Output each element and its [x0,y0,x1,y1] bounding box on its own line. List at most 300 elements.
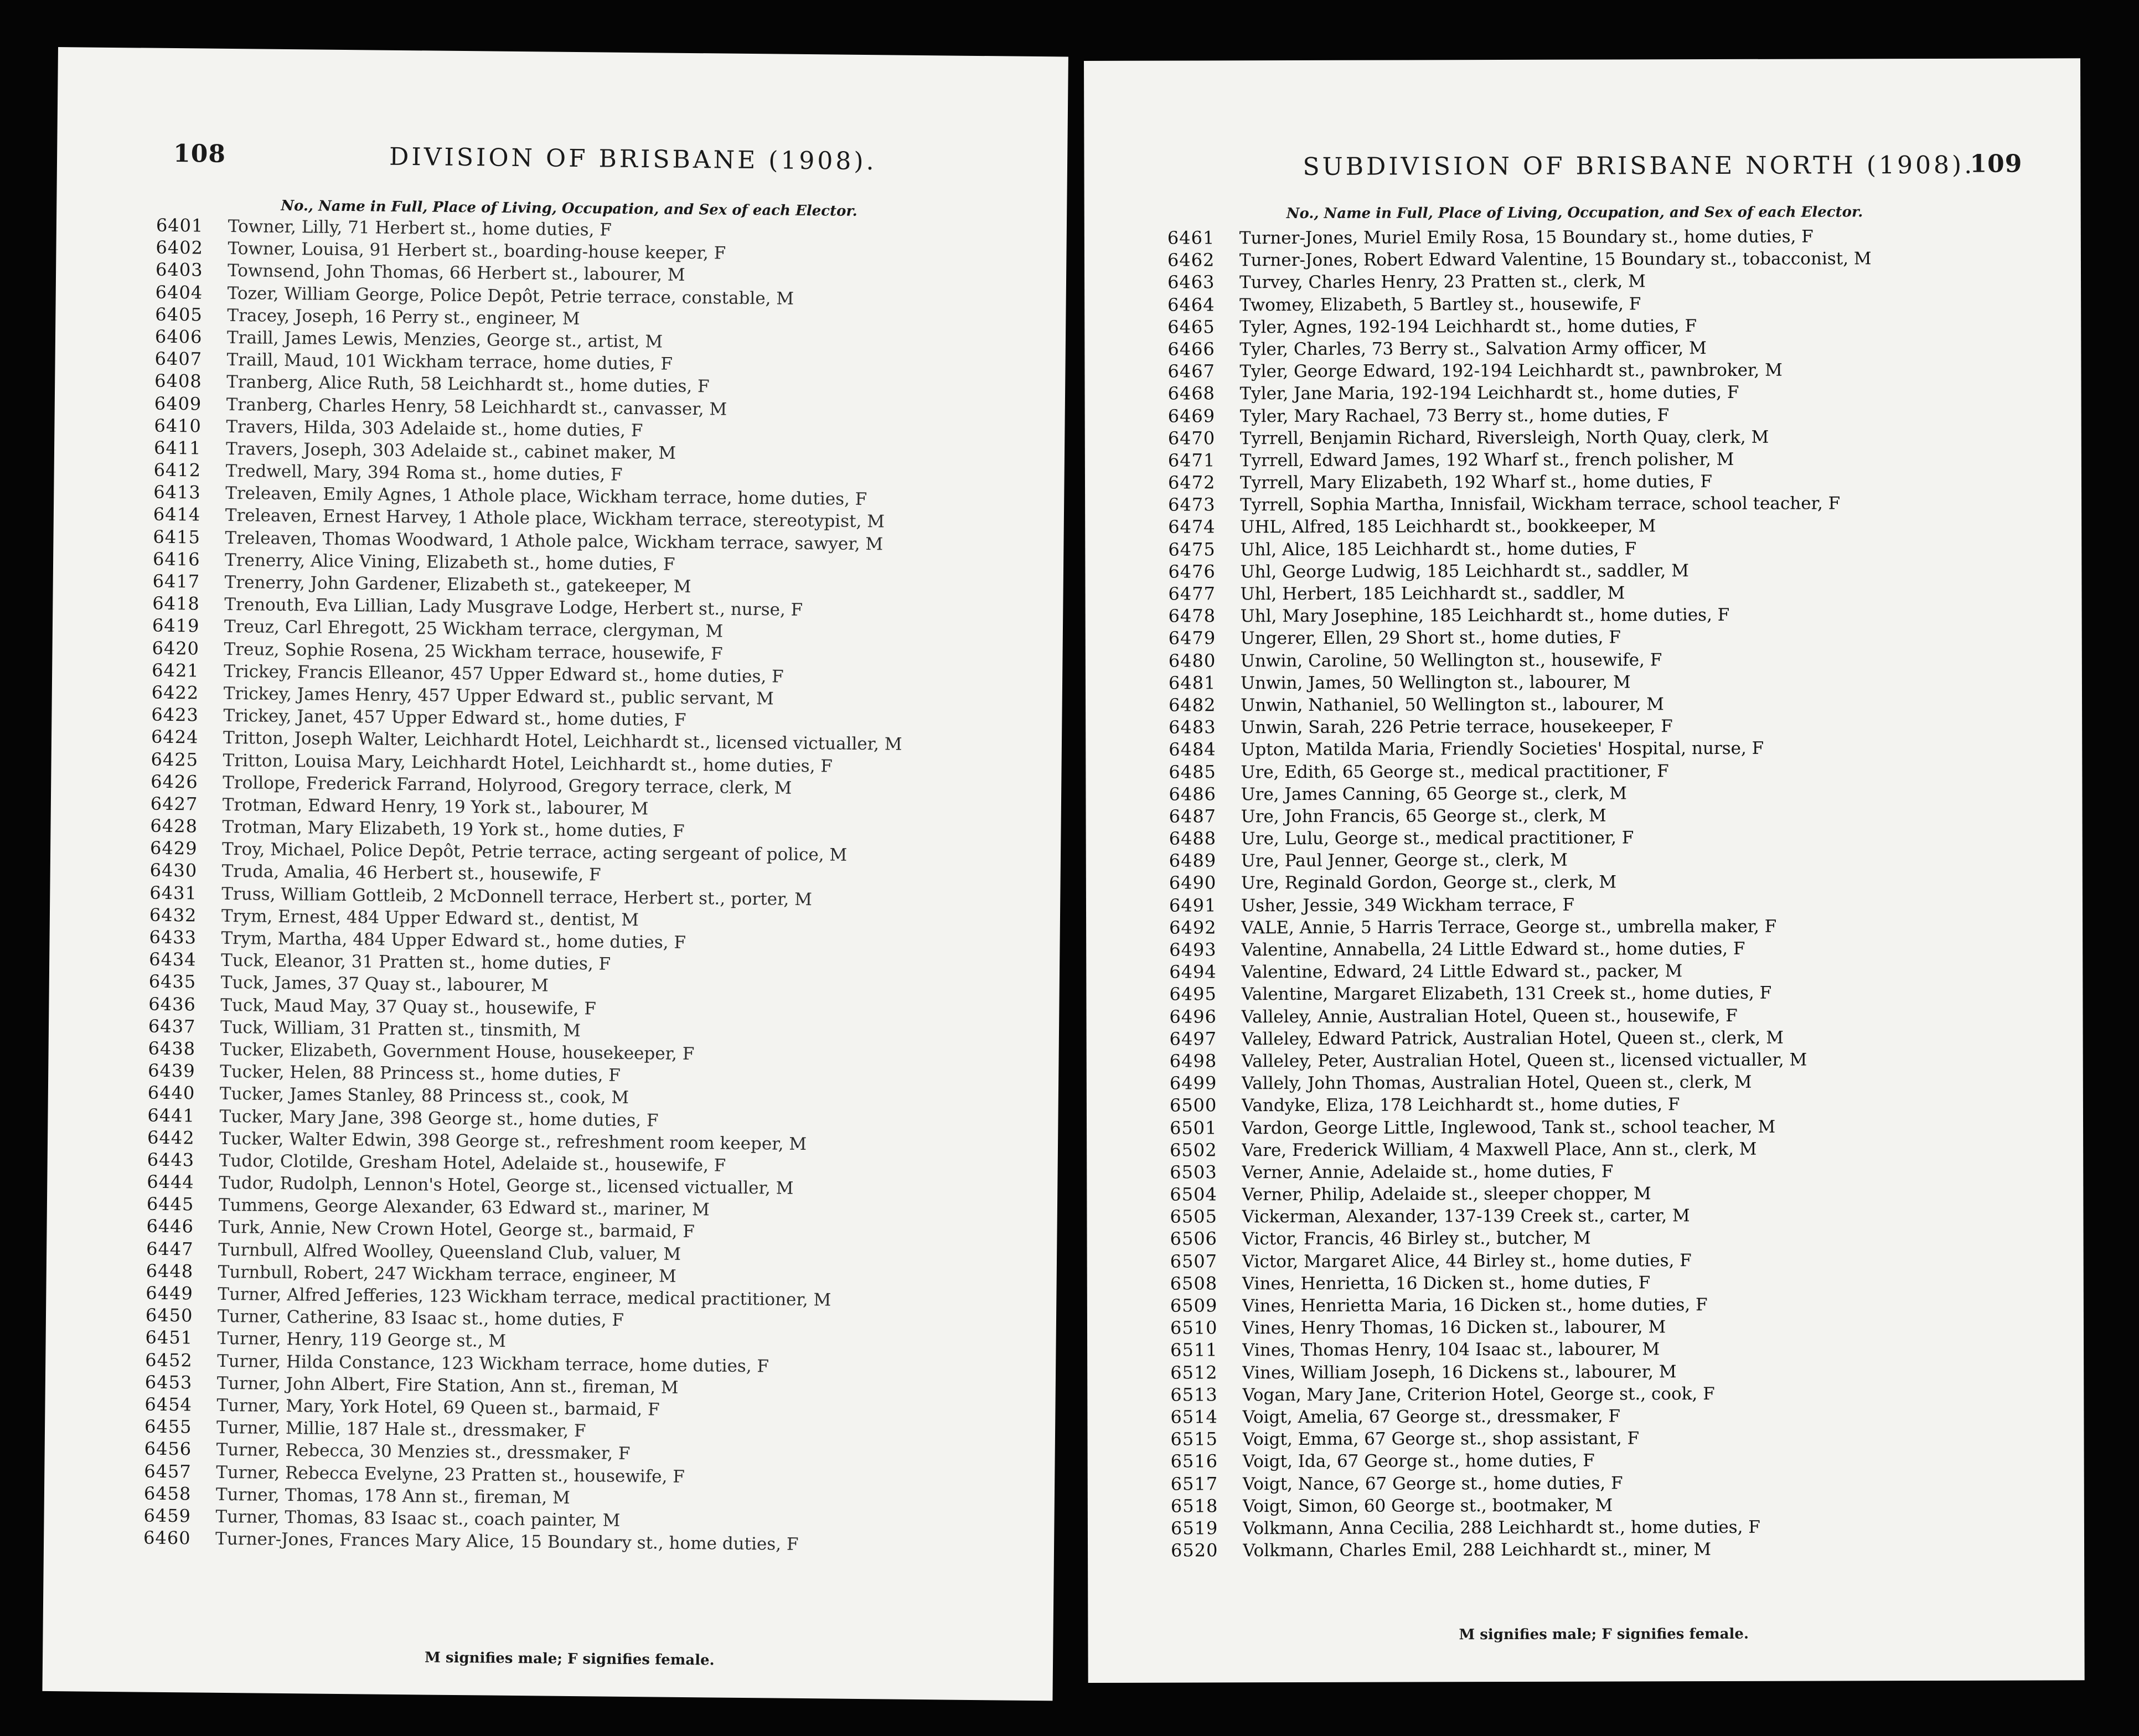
elector-details: Trenerry, Alice Vining, Elizabeth st., home duties, F [224,550,675,575]
elector-number: 6511 [1170,1339,1218,1361]
elector-details: Ure, John Francis, 65 George st., clerk, M [1241,805,1606,827]
elector-entry [1167,247,2070,271]
elector-number: 6426 [151,771,198,793]
elector-entry [1168,380,2070,405]
elector-details: Valleley, Edward Patrick, Australian Hotel, Queen st., clerk, M [1241,1027,1784,1050]
elector-number: 6425 [151,748,199,770]
elector-entry [1170,1292,2073,1316]
elector-number: 6470 [1167,427,1216,449]
elector-number: 6490 [1169,872,1217,894]
page-footer: M signifies male; F signifies female. [1459,1625,1749,1644]
elector-number: 6417 [152,570,200,592]
elector-details: Tummens, George Alexander, 63 Edward st., mariner, M [218,1195,710,1220]
elector-entry [1169,736,2071,761]
elector-number: 6494 [1169,961,1217,983]
elector-number: 6508 [1170,1273,1218,1294]
elector-number: 6469 [1167,405,1216,427]
elector-details: Turner, Rebecca, 30 Menzies st., dressmaker, F [216,1440,631,1464]
elector-entry [1169,647,2071,671]
elector-number: 6495 [1169,983,1217,1005]
elector-entry [1169,691,2071,716]
elector-entry [1170,1025,2072,1050]
elector-details: Twomey, Elizabeth, 5 Bartley st., housewife, F [1239,293,1641,315]
elector-details: Tuck, Eleanor, 31 Pratten st., home duties, F [221,950,611,974]
elector-details: Verner, Annie, Adelaide st., home duties, F [1242,1161,1614,1183]
elector-details: Treuz, Sophie Rosena, 25 Wickham terrace, housewife, F [224,639,723,664]
elector-details: Voigt, Emma, 67 George st., shop assistant, F [1242,1428,1640,1450]
elector-details: Traill, James Lewis, Menzies, George st., artist, M [226,327,663,352]
elector-number: 6520 [1170,1539,1218,1561]
elector-details: Treleaven, Emily Agnes, 1 Athole place, Wickham terrace, home duties, F [225,483,867,510]
elector-details: Unwin, James, 50 Wellington st., labourer, M [1240,672,1631,694]
elector-number: 6442 [147,1127,195,1149]
elector-details: Travers, Joseph, 303 Adelaide st., cabinet maker, M [225,438,676,463]
elector-number: 6501 [1169,1117,1217,1139]
elector-details: Tritton, Louisa Mary, Leichhardt Hotel, Leichhardt st., home duties, F [223,750,833,776]
elector-details: Unwin, Caroline, 50 Wellington st., housewife, F [1240,649,1662,671]
elector-details: Unwin, Sarah, 226 Petrie terrace, housekeeper, F [1241,716,1673,738]
elector-details: Turk, Annie, New Crown Hotel, George st., barmaid, F [218,1217,695,1242]
elector-entry [1170,1114,2072,1139]
column-header: No., Name in Full, Place of Living, Occupation, and Sex of each Elector. [1286,204,1863,223]
elector-entry [1171,1492,2073,1517]
elector-entry [1170,1181,2072,1205]
elector-number: 6401 [156,214,204,236]
elector-entry [1170,1136,2072,1161]
elector-number: 6506 [1170,1228,1218,1250]
elector-number: 6513 [1170,1384,1218,1406]
elector-number: 6405 [155,303,203,326]
elector-number: 6510 [1170,1317,1218,1339]
elector-details: UHL, Alfred, 185 Leichhardt st., bookkeeper, M [1240,516,1656,538]
column-header: No., Name in Full, Place of Living, Occupation, and Sex of each Elector. [281,197,857,220]
elector-details: Vardon, George Little, Inglewood, Tank st., school teacher, M [1242,1117,1776,1138]
elector-number: 6480 [1168,649,1216,671]
elector-number: 6455 [144,1415,192,1438]
elector-details: VALE, Annie, 5 Harris Terrace, George st., umbrella maker, F [1241,916,1777,938]
elector-number: 6419 [152,615,200,637]
elector-details: Tyrrell, Mary Elizabeth, 192 Wharf st., home duties, F [1239,472,1713,493]
elector-number: 6518 [1170,1495,1218,1517]
elector-details: Voigt, Nance, 67 George st., home duties, F [1242,1472,1623,1494]
elector-number: 6467 [1167,360,1215,382]
elector-details: Turner-Jones, Robert Edward Valentine, 15 Boundary st., tobacconist, M [1239,249,1872,271]
elector-number: 6448 [146,1260,194,1282]
elector-details: Traill, Maud, 101 Wickham terrace, home duties, F [226,350,673,374]
elector-details: Uhl, Mary Josephine, 185 Leichhardt st., home duties, F [1240,605,1730,627]
elector-details: Turner, Henry, 119 George st., M [217,1329,507,1352]
elector-entry [1168,447,2070,471]
left-page-header [57,138,1068,187]
elector-entry [1171,1470,2073,1495]
elector-details: Tracey, Joseph, 16 Perry st., engineer, M [227,305,580,329]
elector-details: Treuz, Carl Ehregott, 25 Wickham terrace, clergyman, M [224,617,724,642]
elector-number: 6423 [151,704,199,726]
elector-details: Vandyke, Eliza, 178 Leichhardt st., home duties, F [1241,1094,1680,1116]
elector-number: 6481 [1168,672,1216,694]
elector-details: Turner, Thomas, 83 Isaac st., coach painter, M [215,1506,621,1531]
elector-number: 6463 [1167,271,1215,293]
elector-details: Tuck, James, 37 Quay st., labourer, M [220,973,549,996]
elector-number: 6403 [155,259,203,281]
elector-details: Tyler, Agnes, 192-194 Leichhardt st., home duties, F [1239,316,1697,338]
elector-number: 6434 [149,948,197,970]
elector-entry [1170,1425,2073,1450]
elector-details: Vines, William Joseph, 16 Dickens st., labourer, M [1242,1361,1677,1383]
elector-details: Trickey, Francis Elleanor, 457 Upper Edward st., home duties, F [224,661,784,687]
elector-number: 6493 [1169,939,1217,960]
elector-number: 6479 [1168,627,1216,649]
elector-details: Tudor, Rudolph, Lennon's Hotel, George st., licensed victualler, M [219,1172,794,1198]
elector-number: 6499 [1169,1072,1217,1094]
elector-details: Ure, Reginald Gordon, George st., clerk, M [1241,872,1617,893]
elector-details: Tritton, Joseph Walter, Leichhardt Hotel, Leichhardt st., licensed victualler, M [223,728,902,755]
elector-number: 6404 [155,281,203,303]
elector-number: 6515 [1170,1428,1218,1450]
elector-number: 6429 [149,837,198,859]
elector-details: Tucker, James Stanley, 88 Princess st., cook, M [219,1084,629,1108]
elector-details: Upton, Matilda Maria, Friendly Societies' Hospital, nurse, F [1241,738,1764,760]
page-number: 109 [1970,149,2023,178]
elector-details: Verner, Philip, Adelaide st., sleeper chopper, M [1242,1184,1651,1205]
elector-details: Vines, Thomas Henry, 104 Isaac st., labourer, M [1242,1339,1660,1361]
elector-details: Valentine, Margaret Elizabeth, 131 Creek st., home duties, F [1241,983,1772,1005]
elector-number: 6427 [150,793,198,815]
elector-details: Tucker, Walter Edwin, 398 George st., refreshment room keeper, M [219,1128,807,1154]
elector-entry [1169,848,2071,872]
elector-number: 6412 [153,459,202,481]
elector-details: Towner, Lilly, 71 Herbert st., home duties, F [228,216,612,240]
elector-number: 6449 [146,1282,194,1304]
elector-entry [1169,892,2071,916]
elector-number: 6462 [1167,249,1215,271]
elector-details: Vickerman, Alexander, 137-139 Creek st., carter, M [1242,1206,1690,1227]
elector-details: Volkmann, Anna Cecilia, 288 Leichhardt st., home duties, F [1242,1517,1760,1539]
elector-entry [1169,758,2071,783]
elector-entry [1169,603,2071,627]
elector-number: 6491 [1169,895,1217,916]
elector-entry [1167,224,2070,249]
elector-entry [1170,1403,2073,1428]
elector-number: 6414 [153,504,201,525]
elector-number: 6478 [1168,605,1216,627]
elector-details: Uhl, Alice, 185 Leichhardt st., home duties, F [1240,539,1637,560]
elector-number: 6507 [1170,1251,1218,1272]
elector-details: Tucker, Mary Jane, 398 George st., home duties, F [219,1106,659,1130]
elector-number: 6461 [1167,227,1215,249]
elector-entry [1170,1159,2072,1183]
elector-number: 6475 [1168,539,1216,560]
elector-number: 6471 [1167,450,1216,471]
elector-entry [1171,1448,2073,1472]
elector-details: Ure, Edith, 65 George st., medical practitioner, F [1241,761,1669,782]
elector-entry [1170,1381,2073,1406]
elector-entry [1167,358,2070,382]
elector-number: 6441 [147,1104,195,1126]
elector-number: 6428 [150,815,198,837]
elector-number: 6435 [148,971,197,993]
elector-number: 6483 [1169,716,1216,738]
elector-number: 6453 [144,1371,193,1393]
elector-entry [1169,803,2071,827]
elector-details: Tucker, Helen, 88 Princess st., home duties, F [220,1062,621,1086]
elector-details: Turner, Catherine, 83 Isaac st., home duties, F [217,1306,624,1331]
elector-number: 6406 [154,326,203,348]
elector-entry [1170,1270,2073,1294]
elector-number: 6502 [1170,1139,1217,1161]
elector-details: Valleley, Annie, Australian Hotel, Queen st., housewife, F [1241,1005,1738,1027]
elector-details: Turner, Thomas, 178 Ann st., fireman, M [215,1484,571,1508]
elector-entry [1169,936,2071,960]
elector-number: 6432 [149,904,197,926]
elector-number: 6450 [145,1304,193,1326]
elector-number: 6496 [1169,1005,1217,1027]
elector-entry [1169,825,2071,849]
elector-details: Tuck, William, 31 Pratten st., tinsmith, M [220,1017,581,1041]
elector-details: Turvey, Charles Henry, 23 Pratten st., clerk, M [1239,271,1646,293]
elector-entry [1167,335,2070,360]
elector-details: Turner, John Albert, Fire Station, Ann st., fireman, M [216,1373,679,1398]
elector-number: 6468 [1167,383,1216,404]
elector-details: Ure, Lulu, George st., medical practitioner, F [1241,828,1634,849]
elector-details: Voigt, Ida, 67 George st., home duties, F [1242,1450,1595,1472]
elector-entry [1170,1047,2072,1072]
elector-list [1167,224,2073,1562]
elector-entry [1168,558,2070,582]
elector-details: Voigt, Amelia, 67 George st., dressmaker, F [1242,1406,1621,1428]
left-page [42,47,1068,1701]
elector-number: 6420 [152,637,200,659]
page-footer: M signifies male; F signifies female. [424,1649,715,1669]
elector-details: Voigt, Simon, 60 George st., bootmaker, M [1242,1495,1613,1516]
elector-details: Tranberg, Charles Henry, 58 Leichhardt st., canvasser, M [226,394,727,420]
elector-details: Troy, Michael, Police Depôt, Petrie terrace, acting sergeant of police, M [221,839,848,865]
elector-number: 6517 [1170,1472,1218,1495]
elector-number: 6408 [154,370,202,392]
elector-details: Turner, Millie, 187 Hale st., dressmaker, F [216,1417,586,1442]
elector-number: 6505 [1170,1206,1217,1227]
elector-entry [1170,1337,2073,1361]
elector-number: 6486 [1169,783,1216,805]
elector-details: Turner, Hilda Constance, 123 Wickham terrace, home duties, F [217,1351,769,1376]
elector-details: Ure, James Canning, 65 George st., clerk, M [1241,783,1628,804]
elector-number: 6430 [149,860,198,881]
elector-number: 6487 [1169,805,1217,827]
elector-entry [1167,313,2070,338]
elector-details: Trotman, Mary Elizabeth, 19 York st., home duties, F [222,817,685,841]
elector-details: Treleaven, Ernest Harvey, 1 Athole place, Wickham terrace, stereotypist, M [225,505,885,532]
elector-details: Tyler, George Edward, 192-194 Leichhardt st., pawnbroker, M [1239,360,1782,382]
elector-details: Tyler, Jane Maria, 192-194 Leichhardt st., home duties, F [1239,383,1739,404]
elector-entry [1169,959,2071,983]
elector-number: 6472 [1167,472,1216,493]
elector-entry [1169,669,2071,694]
elector-details: Truss, William Gottleib, 2 McDonnell terrace, Herbert st., porter, M [221,884,813,910]
page-title: DIVISION OF BRISBANE (1908). [389,142,877,176]
elector-number: 6439 [148,1060,195,1082]
elector-entry [1170,1203,2072,1228]
elector-number: 6458 [143,1482,192,1505]
elector-number: 6489 [1169,850,1217,871]
elector-details: Turnbull, Robert, 247 Wickham terrace, engineer, M [218,1262,676,1286]
elector-entry [1169,870,2071,894]
elector-details: Valleley, Peter, Australian Hotel, Queen st., licensed victualler, M [1241,1050,1807,1072]
elector-number: 6459 [143,1505,192,1527]
elector-details: Towner, Louisa, 91 Herbert st., boarding-house keeper, F [228,239,726,264]
elector-number: 6415 [153,526,201,548]
elector-number: 6464 [1167,293,1215,316]
elector-number: 6474 [1168,516,1216,538]
elector-number: 6465 [1167,316,1215,338]
elector-number: 6488 [1169,828,1217,849]
elector-number: 6433 [149,926,197,948]
elector-entry [1170,1070,2072,1094]
elector-number: 6444 [147,1171,194,1193]
elector-number: 6451 [145,1326,193,1348]
page-title: SUBDIVISION OF BRISBANE NORTH (1908). [1303,151,1975,181]
elector-number: 6440 [147,1082,195,1104]
elector-entry [1168,425,2070,449]
elector-number: 6445 [146,1193,194,1215]
elector-details: Victor, Francis, 46 Birley st., butcher, M [1242,1228,1591,1249]
elector-details: Townsend, John Thomas, 66 Herbert st., labourer, M [227,261,685,286]
elector-number: 6443 [147,1149,195,1171]
elector-number: 6484 [1169,738,1216,760]
elector-details: Turner-Jones, Frances Mary Alice, 15 Boundary st., home duties, F [215,1528,799,1555]
elector-entry [1168,492,2070,516]
elector-entry [1170,1315,2073,1339]
elector-number: 6411 [153,437,202,459]
elector-details: Tyler, Charles, 73 Berry st., Salvation Army officer, M [1239,338,1707,360]
elector-number: 6438 [148,1037,196,1060]
elector-number: 6431 [149,882,197,904]
elector-details: Trotman, Edward Henry, 19 York st., labourer, M [222,794,649,819]
right-page [1084,58,2085,1683]
elector-number: 6421 [152,659,199,681]
elector-details: Vines, Henrietta, 16 Dicken st., home duties, F [1242,1273,1651,1294]
elector-number: 6516 [1170,1450,1218,1472]
elector-number: 6436 [148,993,197,1015]
elector-number: 6418 [152,592,200,614]
elector-details: Trenouth, Eva Lillian, Lady Musgrave Lodge, Herbert st., nurse, F [224,595,803,621]
elector-details: Trenerry, John Gardener, Elizabeth st., gatekeeper, M [224,572,691,597]
elector-number: 6402 [156,236,204,259]
elector-number: 6466 [1167,338,1215,360]
elector-entry [1168,514,2070,538]
elector-number: 6437 [148,1015,196,1037]
elector-details: Vines, Henrietta Maria, 16 Dicken st., home duties, F [1242,1295,1708,1316]
elector-entry [1171,1537,2073,1561]
elector-details: Tudor, Clotilde, Gresham Hotel, Adelaide st., housewife, F [219,1150,726,1176]
elector-details: Turner, Mary, York Hotel, 69 Queen st., barmaid, F [216,1395,660,1420]
elector-entry [1167,269,2070,293]
elector-details: Valentine, Edward, 24 Little Edward st., packer, M [1241,961,1683,983]
elector-details: Treleaven, Thomas Woodward, 1 Athole palce, Wickham terrace, sawyer, M [225,528,884,554]
elector-number: 6500 [1169,1094,1217,1116]
elector-details: Tyrrell, Edward James, 192 Wharf st., french polisher, M [1239,449,1734,471]
elector-details: Vallely, John Thomas, Australian Hotel, Queen st., clerk, M [1241,1072,1752,1094]
elector-details: Truda, Amalia, 46 Herbert st., housewife, F [221,861,601,885]
elector-number: 6460 [143,1527,191,1549]
elector-details: Trym, Ernest, 484 Upper Edward st., dentist, M [221,906,639,930]
elector-number: 6416 [152,548,200,570]
elector-entry [1168,469,2070,493]
elector-details: Uhl, George Ludwig, 185 Leichhardt st., saddler, M [1240,560,1689,582]
elector-entry [1169,714,2071,738]
elector-details: Trickey, James Henry, 457 Upper Edward st., public servant, M [223,683,774,709]
elector-number: 6456 [144,1438,192,1460]
elector-details: Vogan, Mary Jane, Criterion Hotel, George st., cook, F [1242,1383,1715,1406]
elector-details: Tranberg, Alice Ruth, 58 Leichhardt st., home duties, F [226,372,710,397]
elector-details: Trym, Martha, 484 Upper Edward st., home duties, F [221,928,686,953]
elector-details: Turner-Jones, Muriel Emily Rosa, 15 Boundary st., home duties, F [1239,226,1814,249]
elector-details: Tyler, Mary Rachael, 73 Berry st., home duties, F [1239,405,1670,426]
elector-number: 6509 [1170,1295,1218,1316]
elector-details: Ure, Paul Jenner, George st., clerk, M [1241,850,1568,871]
elector-details: Tyrrell, Sophia Martha, Innisfail, Wickham terrace, school teacher, F [1240,493,1841,515]
elector-details: Volkmann, Charles Emil, 288 Leichhardt st., miner, M [1242,1539,1712,1561]
elector-number: 6413 [153,481,201,503]
elector-number: 6447 [146,1238,194,1260]
elector-details: Unwin, Nathaniel, 50 Wellington st., labourer, M [1241,694,1664,716]
elector-details: Victor, Margaret Alice, 44 Birley st., home duties, F [1242,1250,1692,1272]
right-page-header [1084,149,2080,191]
elector-entry [1170,1092,2072,1117]
elector-details: Tredwell, Mary, 394 Roma st., home duties, F [225,461,623,485]
elector-details: Tozer, William George, Police Depôt, Petrie terrace, constable, M [227,283,794,309]
elector-number: 6498 [1169,1050,1217,1072]
elector-entry [1169,1003,2071,1027]
elector-list [143,214,1053,1558]
elector-entry [1169,625,2071,649]
elector-details: Vare, Frederick William, 4 Maxwell Place, Ann st., clerk, M [1242,1139,1757,1160]
elector-number: 6473 [1168,494,1216,515]
elector-number: 6452 [145,1349,193,1371]
elector-details: Ungerer, Ellen, 29 Short st., home duties, F [1240,627,1621,649]
elector-details: Valentine, Annabella, 24 Little Edward st., home duties, F [1241,938,1745,960]
elector-number: 6424 [151,726,199,748]
elector-number: 6476 [1168,561,1216,582]
elector-entry [1168,402,2070,427]
elector-details: Usher, Jessie, 349 Wickham terrace, F [1241,895,1575,916]
elector-number: 6410 [154,415,202,437]
elector-number: 6514 [1170,1406,1218,1428]
elector-number: 6492 [1169,917,1217,938]
elector-details: Trickey, Janet, 457 Upper Edward st., home duties, F [223,706,686,731]
elector-number: 6422 [151,681,199,704]
elector-entry [1169,981,2071,1005]
elector-details: Tyrrell, Benjamin Richard, Riversleigh, North Quay, clerk, M [1239,427,1769,448]
elector-number: 6485 [1169,761,1216,783]
elector-number: 6503 [1170,1161,1217,1183]
elector-number: 6457 [144,1460,192,1482]
elector-entry [1170,1359,2073,1383]
elector-entry [1168,580,2070,604]
elector-details: Turner, Alfred Jefferies, 123 Wickham terrace, medical practitioner, M [218,1284,831,1310]
elector-entry [1171,1515,2073,1539]
elector-details: Tuck, Maud May, 37 Quay st., housewife, F [220,995,597,1019]
elector-number: 6497 [1169,1028,1217,1050]
elector-entry [1167,291,2070,316]
elector-number: 6477 [1168,583,1216,604]
elector-details: Turnbull, Alfred Woolley, Queensland Club, valuer, M [218,1239,681,1264]
elector-number: 6512 [1170,1361,1218,1383]
elector-number: 6446 [146,1216,194,1237]
elector-number: 6454 [144,1393,193,1415]
elector-entry [1169,781,2071,805]
elector-number: 6504 [1170,1184,1217,1205]
elector-entry [1168,536,2070,560]
